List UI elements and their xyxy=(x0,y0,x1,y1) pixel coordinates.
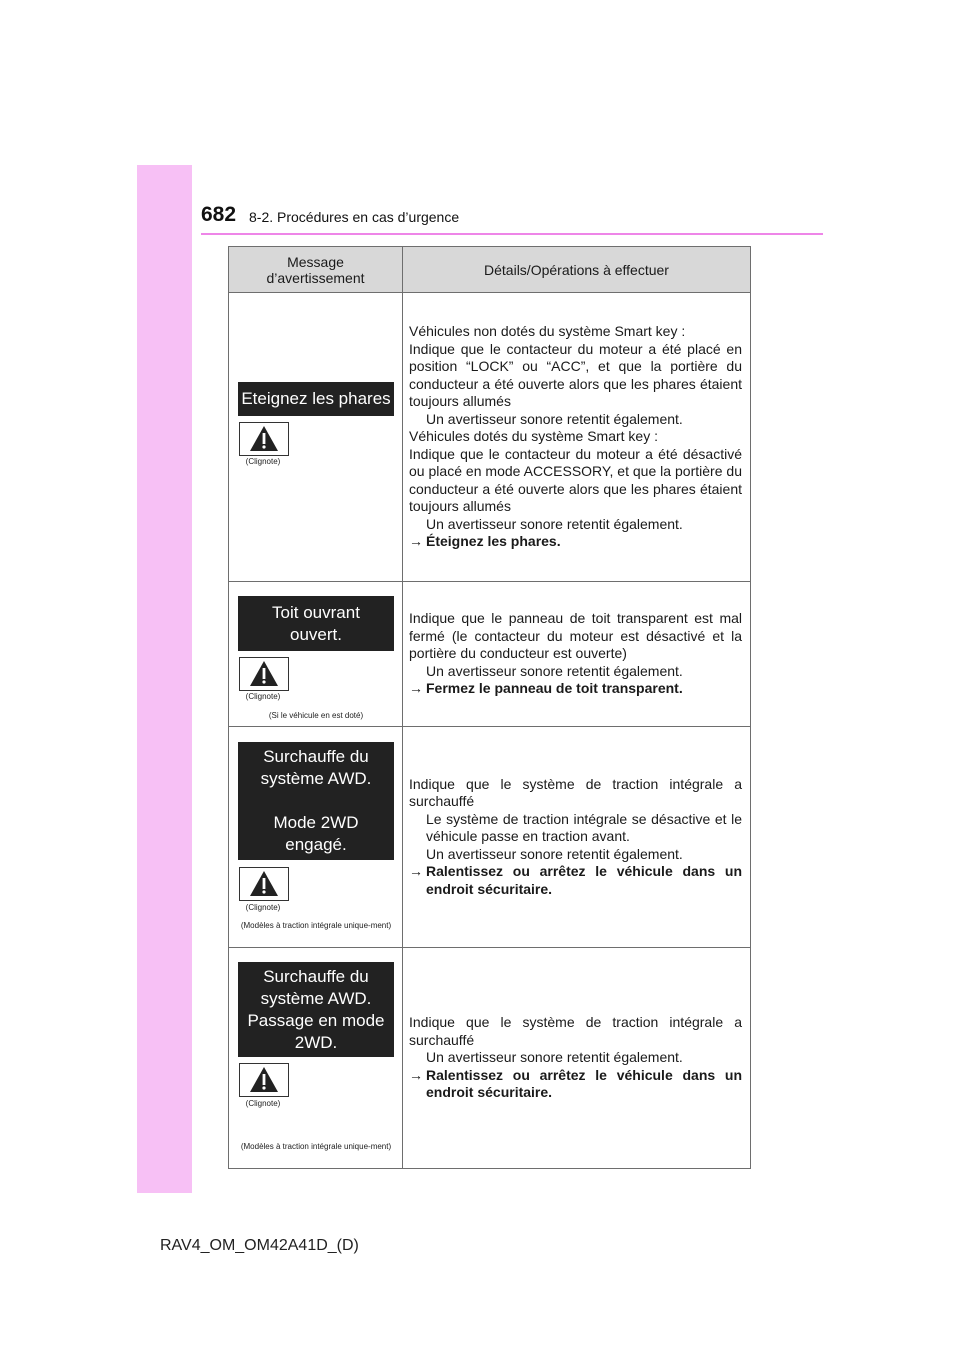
action-text: Fermez le panneau de toit transparent. xyxy=(426,680,683,697)
details-cell xyxy=(403,293,751,582)
warning-message-table xyxy=(228,246,751,1169)
details-paragraph: Indique que le contacteur du moteur a été placé en position “LOCK” ou “ACC”, et que la portière du conducteur a été ouverte alors que les phares étaient toujours allumés xyxy=(409,340,742,410)
table-row xyxy=(229,582,751,727)
action-text: Éteignez les phares. xyxy=(426,533,561,550)
warning-triangle-icon xyxy=(249,870,279,897)
right-arrow-icon: → xyxy=(409,533,423,550)
availability-note: (Modèles à traction intégrale unique-ment) xyxy=(240,921,392,930)
right-arrow-icon: → xyxy=(409,1066,423,1083)
message-image-cell xyxy=(229,582,403,727)
action-line xyxy=(409,533,742,551)
availability-note: (Si le véhicule en est doté) xyxy=(268,711,364,720)
warning-triangle-icon xyxy=(249,660,279,687)
table-header-row xyxy=(229,247,751,293)
details-paragraph: Véhicules dotés du système Smart key : xyxy=(409,428,658,445)
warning-triangle-icon xyxy=(249,425,279,452)
details-paragraph: Un avertisseur sonore retentit également. xyxy=(426,845,683,862)
action-text: Ralentissez ou arrêtez le véhicule dans un endroit sécuritaire. xyxy=(426,863,742,897)
section-title: 8-2. Procédures en cas d’urgence xyxy=(249,209,460,225)
header-divider xyxy=(201,233,823,235)
details-paragraph: Un avertisseur sonore retentit également. xyxy=(426,662,683,679)
blink-label: (Clignote) xyxy=(245,457,281,466)
warning-indicator xyxy=(239,422,289,456)
details-paragraph: Indique que le système de traction intégrale a surchauffé xyxy=(409,1014,742,1048)
message-image-cell xyxy=(229,948,403,1169)
details-paragraph: Véhicules non dotés du système Smart key : xyxy=(409,323,686,340)
display-text: Surchauffe du système AWD. Passage en mode 2WD. xyxy=(247,966,385,1052)
message-image-cell xyxy=(229,293,403,582)
display-screen xyxy=(238,962,394,1057)
details-cell xyxy=(403,582,751,727)
blink-label: (Clignote) xyxy=(245,692,281,701)
details-cell xyxy=(403,948,751,1169)
action-line xyxy=(409,863,742,898)
display-text: Toit ouvrant ouvert. xyxy=(272,602,360,644)
display-text: Eteignez les phares xyxy=(241,389,391,408)
display-screen xyxy=(238,742,394,860)
warning-indicator xyxy=(239,1063,289,1097)
page-number: 682 xyxy=(201,203,237,226)
column-header-message: Message d’avertissement xyxy=(229,247,403,293)
details-paragraph: Un avertisseur sonore retentit également. xyxy=(426,515,683,532)
table-row xyxy=(229,727,751,948)
right-arrow-icon: → xyxy=(409,863,423,880)
table-row xyxy=(229,948,751,1169)
details-paragraph: Un avertisseur sonore retentit également. xyxy=(426,410,683,427)
right-arrow-icon: → xyxy=(409,680,423,697)
column-header-details: Détails/Opérations à effectuer xyxy=(403,247,751,293)
action-line xyxy=(409,1067,742,1102)
details-paragraph: Indique que le panneau de toit transparent est mal fermé (le contacteur du moteur est désactivé et la portière du conducteur est ouverte) xyxy=(409,610,742,662)
action-line xyxy=(409,680,742,698)
details-cell xyxy=(403,727,751,948)
table-row xyxy=(229,293,751,582)
model-code: RAV4_OM_OM42A41D_(D) xyxy=(160,1237,359,1254)
warning-indicator xyxy=(239,867,289,901)
details-paragraph: Le système de traction intégrale se désactive et le véhicule passe en traction avant. xyxy=(426,810,742,845)
display-screen xyxy=(238,382,394,416)
details-paragraph: Indique que le contacteur du moteur a été désactivé ou placé en mode ACCESSORY, et que la portière du conducteur a été ouverte alors que les phares étaient toujours allumés xyxy=(409,445,742,515)
display-text: Surchauffe du système AWD. Mode 2WD engagé. xyxy=(260,747,372,854)
chapter-side-tab xyxy=(137,165,192,1193)
warning-triangle-icon xyxy=(249,1066,279,1093)
message-image-cell xyxy=(229,727,403,948)
action-text: Ralentissez ou arrêtez le véhicule dans un endroit sécuritaire. xyxy=(426,1066,742,1101)
availability-note: (Modèles à traction intégrale unique-ment) xyxy=(240,1142,392,1151)
display-screen xyxy=(238,596,394,651)
details-paragraph: Indique que le système de traction intégrale a surchauffé xyxy=(409,775,742,810)
warning-indicator xyxy=(239,657,289,691)
blink-label: (Clignote) xyxy=(245,903,281,912)
details-paragraph: Un avertisseur sonore retentit également. xyxy=(426,1049,683,1066)
blink-label: (Clignote) xyxy=(245,1099,281,1108)
